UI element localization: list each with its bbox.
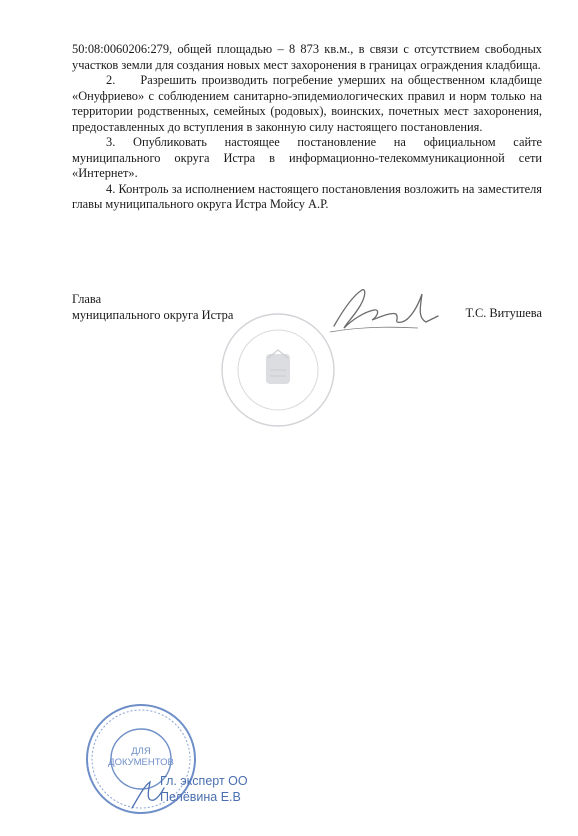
signer-title-line-1: Глава: [72, 292, 102, 306]
paragraph-2: 2. Разрешить производить погребение умерших на общественном кладбище «Онуфриево» с соблюдением санитарно-эпидемиологических правил и норм только на территории родственных, семейных (родовых), воинских, почетных мест захоронения, предоставленных до вступления в законную силу настоящего постановления.: [72, 73, 542, 134]
paragraph-3: 3. Опубликовать настоящее постановление на официальном сайте муниципального округа Истра в информационно-телекоммуникационной сети «Интернет».: [72, 135, 542, 180]
stamp-position: Гл. эксперт ОО: [160, 774, 248, 788]
paragraph-1: 50:08:0060206:279, общей площадью – 8 873 кв.м., в связи с отсутствием свободных участков земли для создания новых мест захоронения в границах ограждения кладбища.: [72, 42, 542, 72]
signer-title-line-2: муниципального округа Истра: [72, 308, 234, 322]
official-seal-image: [218, 310, 338, 430]
stamp-caption: [160, 773, 248, 805]
signer-name: Т.С. Витушева: [465, 306, 542, 320]
stamp-center-text-1: ДЛЯ: [131, 746, 151, 757]
stamp-center-text-2: ДОКУМЕНТОВ: [108, 757, 174, 768]
handwritten-signature: [322, 282, 442, 340]
document-body: [72, 42, 542, 213]
paragraph-4: 4. Контроль за исполнением настоящего постановления возложить на заместителя главы муниципального округа Истра Мойсу А.Р.: [72, 181, 542, 211]
stamp-person: Пелёвина Е.В: [160, 790, 241, 804]
